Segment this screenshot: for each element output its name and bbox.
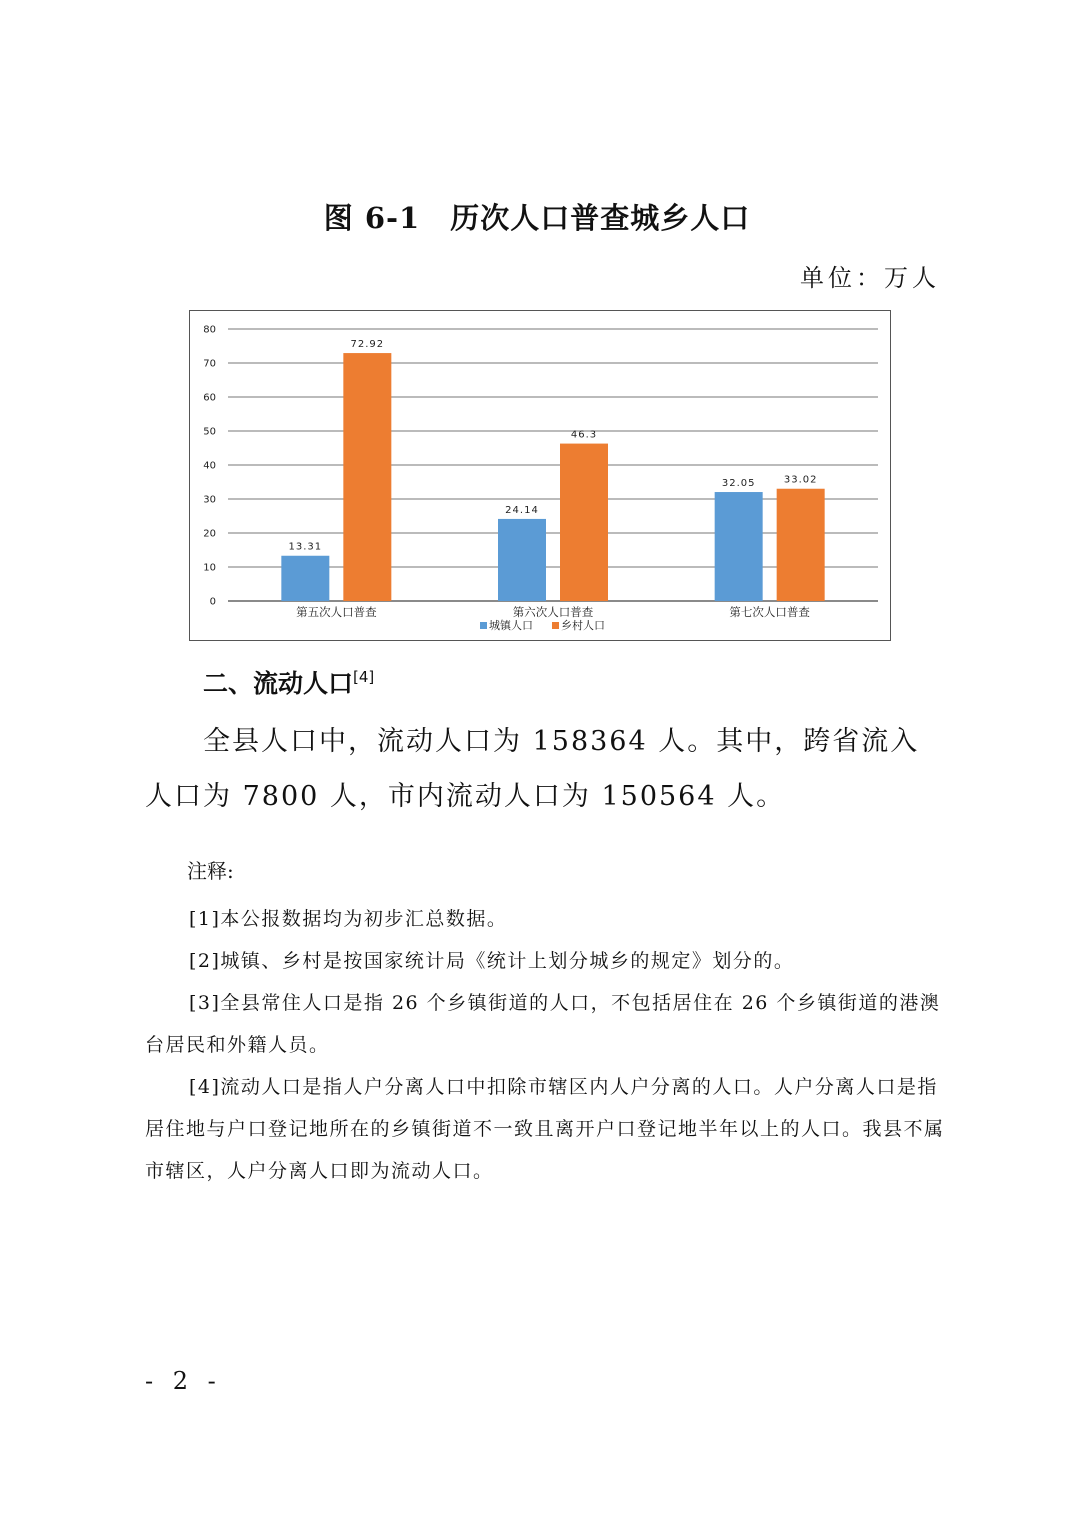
y-tick-label: 80 bbox=[203, 324, 216, 336]
y-tick-label: 20 bbox=[203, 528, 216, 540]
bar-chart bbox=[189, 310, 891, 641]
data-label: 32.05 bbox=[721, 478, 756, 490]
note-item: [2]城镇、乡村是按国家统计局《统计上划分城乡的规定》划分的。 bbox=[189, 950, 795, 972]
data-label: 33.02 bbox=[783, 474, 818, 486]
y-tick-label: 50 bbox=[203, 426, 216, 438]
note-item: [1]本公报数据均为初步汇总数据。 bbox=[189, 908, 508, 930]
y-tick-label: 40 bbox=[203, 460, 216, 472]
chart-canvas bbox=[190, 311, 890, 640]
y-tick-label: 60 bbox=[203, 392, 216, 404]
x-tick-label: 第五次人口普查 bbox=[296, 605, 377, 619]
legend-swatch bbox=[552, 622, 559, 629]
y-tick-label: 70 bbox=[203, 358, 216, 370]
bar bbox=[777, 489, 825, 601]
note-item: [4]流动人口是指人户分离人口中扣除市辖区内人户分离的人口。人户分离人口是指居住地与户口登记地所在的乡镇街道不一致且离开户口登记地半年以上的人口。我县不属市辖区，人户分离人口即为流动人口。 bbox=[145, 1076, 945, 1182]
section-heading bbox=[203, 664, 374, 700]
data-label: 46.3 bbox=[570, 429, 598, 441]
data-label: 72.92 bbox=[350, 339, 385, 351]
figure-title: 图 6-1 历次人口普查城乡人口 bbox=[323, 201, 751, 235]
y-tick-label: 30 bbox=[203, 494, 216, 506]
bar bbox=[281, 556, 329, 601]
note-item: [3]全县常住人口是指 26 个乡镇街道的人口，不包括居住在 26 个乡镇街道的港澳台居民和外籍人员。 bbox=[145, 992, 941, 1056]
body-paragraph: 全县人口中，流动人口为 158364 人。其中，跨省流入人口为 7800 人，市内流动人口为 150564 人。 bbox=[145, 726, 920, 812]
notes-list bbox=[145, 898, 945, 1192]
y-tick-label: 0 bbox=[209, 596, 216, 608]
legend-swatch bbox=[480, 622, 487, 629]
bar bbox=[343, 353, 391, 601]
bar bbox=[560, 444, 608, 601]
legend-label: 城镇人口 bbox=[489, 619, 533, 632]
y-tick-label: 10 bbox=[203, 562, 216, 574]
footnote-ref[interactable]: [4] bbox=[353, 668, 375, 686]
bar bbox=[715, 492, 763, 601]
x-tick-label: 第六次人口普查 bbox=[512, 605, 594, 619]
data-label: 24.14 bbox=[505, 504, 539, 516]
section-heading-text: 二、流动人口 bbox=[203, 669, 354, 698]
page-number: - 2 - bbox=[145, 1367, 222, 1395]
x-tick-label: 第七次人口普查 bbox=[729, 605, 810, 619]
notes-title: 注释: bbox=[187, 859, 234, 883]
bar bbox=[498, 519, 546, 601]
unit-label: 单位：万人 bbox=[800, 264, 940, 292]
legend-label: 乡村人口 bbox=[561, 619, 605, 632]
data-label: 13.31 bbox=[288, 541, 323, 553]
